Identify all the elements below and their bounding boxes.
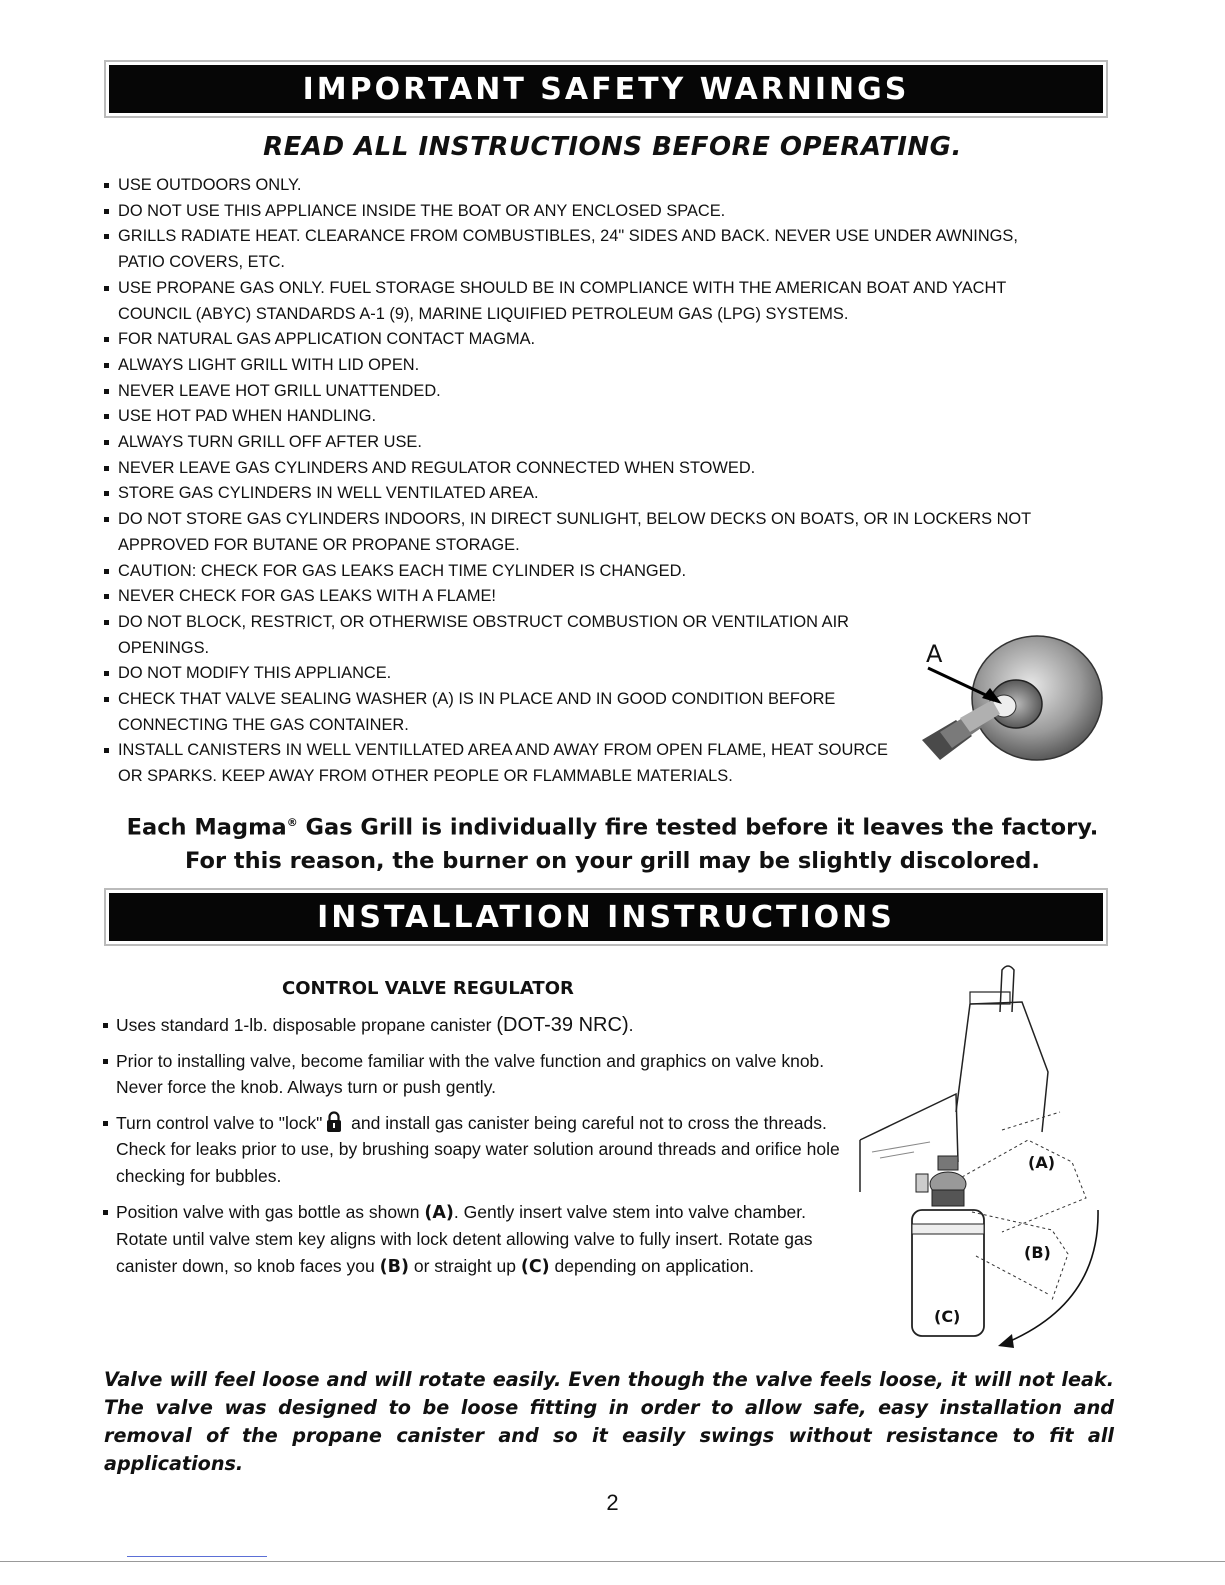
install-step: [101, 1199, 861, 1281]
loose-valve-note: Valve will feel loose and will rotate easily. Even though the valve feels loose, it will not leak. The valve was designed to be loose fitting in order to allow safe, easy installation and removal of the propane canister and so it easily swings without resistance to fit all applications.: [104, 1368, 1114, 1475]
fire-note-line2: For this reason, the burner on your grill may be slightly discolored.: [185, 847, 1040, 874]
page-number: 2: [606, 1490, 619, 1515]
warning-item: USE OUTDOORS ONLY.: [101, 173, 1111, 199]
step-text: and install gas canister being careful not to cross the threads. Check for leaks prior to use, by brushing soapy water solution around threads and orifice hole checking for bubbles.: [116, 1112, 840, 1186]
footer-link-underline: [127, 1556, 267, 1557]
step-text: .: [628, 1015, 634, 1035]
control-valve-heading: CONTROL VALVE REGULATOR: [282, 978, 574, 999]
warning-item: CAUTION: CHECK FOR GAS LEAKS EACH TIME CYLINDER IS CHANGED.: [101, 559, 1111, 585]
figure-label-a: (A): [1028, 1153, 1056, 1172]
step-text: Position valve with gas bottle as shown: [116, 1201, 425, 1222]
sealing-washer-image: [912, 632, 1112, 772]
fire-note-brand: Each Magma: [126, 814, 287, 841]
lock-icon: [326, 1111, 342, 1133]
fire-tested-note: [0, 806, 1225, 878]
warning-item: ALWAYS TURN GRILL OFF AFTER USE.: [101, 430, 1111, 456]
fire-note-line1: [0, 806, 1225, 845]
valve-position-diagram: [852, 962, 1110, 1352]
warning-item: DO NOT USE THIS APPLIANCE INSIDE THE BOAT OR ANY ENCLOSED SPACE.: [101, 199, 1111, 225]
warning-item: GRILLS RADIATE HEAT. CLEARANCE FROM COMBUSTIBLES, 24" SIDES AND BACK. NEVER USE UNDER AWNINGS, PATIO COVERS, ETC.: [101, 224, 1018, 275]
warning-item: STORE GAS CYLINDERS IN WELL VENTILATED AREA.: [101, 481, 1111, 507]
washer-label: A: [926, 640, 943, 668]
installation-steps-list: [101, 1012, 861, 1289]
step-text: . Gently insert valve stem into valve chamber. Rotate until valve stem key aligns with lock detent allowing valve to fully insert. Rotate gas canister down, so knob faces you: [116, 1201, 813, 1276]
figure-label-b: (B): [1024, 1243, 1051, 1262]
footer-rule: [0, 1561, 1225, 1562]
warning-item: DO NOT STORE GAS CYLINDERS INDOORS, IN DIRECT SUNLIGHT, BELOW DECKS ON BOATS, OR IN LOCKERS NOT APPROVED FOR BUTANE OR PROPANE STORAGE.: [101, 507, 1111, 558]
registered-mark: ®: [286, 816, 298, 829]
step-text: Turn control valve to "lock": [116, 1112, 323, 1133]
install-step: Prior to installing valve, become familiar with the valve function and graphics on valve knob. Never force the knob. Always turn or push gently.: [101, 1048, 861, 1101]
warning-item: USE HOT PAD WHEN HANDLING.: [101, 404, 1111, 430]
figure-label-c: (C): [934, 1307, 961, 1326]
safety-banner-title: IMPORTANT SAFETY WARNINGS: [109, 65, 1103, 113]
warning-item: INSTALL CANISTERS IN WELL VENTILLATED AREA AND AWAY FROM OPEN FLAME, HEAT SOURCE OR SPARKS. KEEP AWAY FROM OTHER PEOPLE OR FLAMMABLE MATERIALS.: [101, 738, 908, 789]
install-step: [101, 1012, 861, 1039]
position-a-label: (A): [424, 1202, 454, 1223]
step-text: Uses standard 1-lb. disposable propane canister: [116, 1015, 497, 1035]
warning-item: FOR NATURAL GAS APPLICATION CONTACT MAGMA.: [101, 327, 1111, 353]
install-step: [101, 1110, 861, 1190]
warning-item: DO NOT MODIFY THIS APPLIANCE.: [101, 661, 908, 687]
warning-item: ALWAYS LIGHT GRILL WITH LID OPEN.: [101, 353, 1111, 379]
warning-item: NEVER LEAVE GAS CYLINDERS AND REGULATOR CONNECTED WHEN STOWED.: [101, 456, 1111, 482]
safety-warnings-banner: [104, 60, 1108, 118]
warning-item: NEVER CHECK FOR GAS LEAKS WITH A FLAME!: [101, 584, 1111, 610]
read-all-heading: READ ALL INSTRUCTIONS BEFORE OPERATING.: [263, 132, 962, 162]
dot-code: (DOT-39 NRC): [496, 1014, 629, 1036]
position-c-label: (C): [520, 1256, 550, 1277]
warning-item: NEVER LEAVE HOT GRILL UNATTENDED.: [101, 379, 1111, 405]
installation-banner: [104, 888, 1108, 946]
warning-item: DO NOT BLOCK, RESTRICT, OR OTHERWISE OBSTRUCT COMBUSTION OR VENTILATION AIR OPENINGS.: [101, 610, 908, 661]
warning-item: CHECK THAT VALVE SEALING WASHER (A) IS IN PLACE AND IN GOOD CONDITION BEFORE CONNECTING THE GAS CONTAINER.: [101, 687, 908, 738]
position-b-label: (B): [379, 1256, 409, 1277]
step-text: or straight up: [408, 1255, 521, 1276]
installation-banner-title: INSTALLATION INSTRUCTIONS: [109, 893, 1103, 941]
warning-item: USE PROPANE GAS ONLY. FUEL STORAGE SHOULD BE IN COMPLIANCE WITH THE AMERICAN BOAT AND YACHT COUNCIL (ABYC) STANDARDS A-1 (9), MARINE LIQUIFIED PETROLEUM GAS (LPG) SYSTEMS.: [101, 276, 1058, 327]
fire-note-text: Gas Grill is individually fire tested before it leaves the factory.: [297, 814, 1099, 841]
step-text: depending on application.: [549, 1255, 755, 1276]
